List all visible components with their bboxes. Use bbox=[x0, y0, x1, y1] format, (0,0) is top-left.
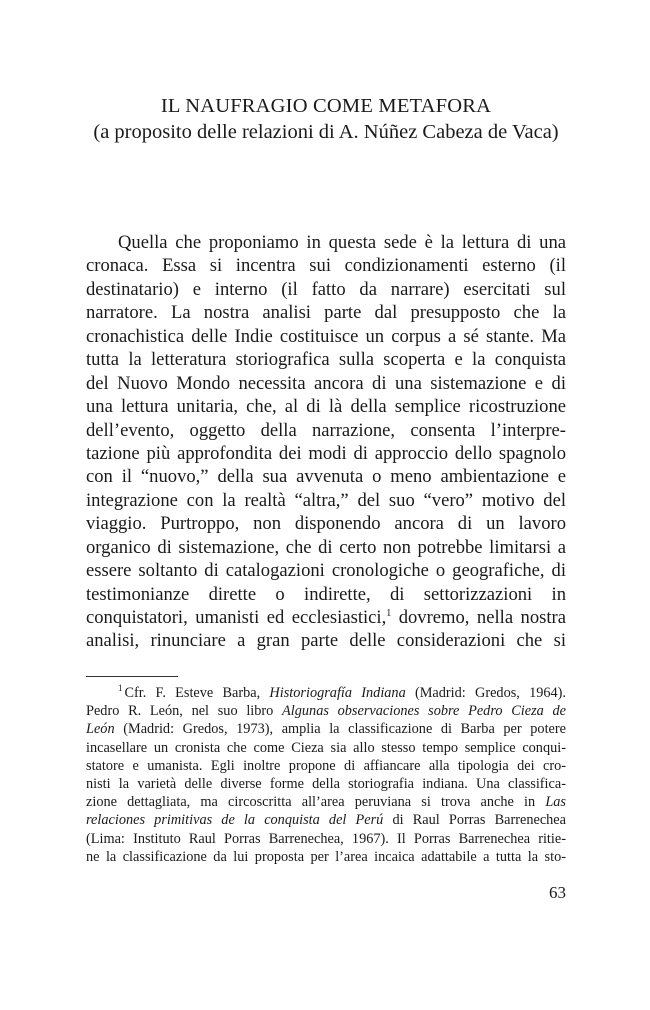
body-line: dell’evento, oggetto della narrazione, consenta l’interpre- bbox=[86, 419, 566, 441]
cited-title: Algunas observaciones sobre Pedro Cieza de bbox=[282, 703, 566, 720]
body-line: essere soltanto di catalogazioni cronologiche o geografiche, di bbox=[86, 560, 566, 582]
footnote-text: zione dettagliata, ma circoscritta all’area peruviana si trova anche in bbox=[86, 794, 546, 811]
page-number: 63 bbox=[549, 883, 566, 902]
cited-title: León bbox=[86, 721, 115, 738]
body-line: una lettura unitaria, che, al di là della semplice ricostruzione bbox=[86, 396, 566, 418]
body-line: organico di sistemazione, che di certo non potrebbe limitarsi a bbox=[86, 536, 566, 558]
footnote-number: 1 bbox=[118, 683, 123, 694]
footnote-text: (Madrid: Gredos, 1964). bbox=[405, 685, 567, 701]
footnote-text: Cfr. F. Esteve Barba, bbox=[124, 685, 270, 701]
body-line: narratore. La nostra analisi parte dal presupposto che la bbox=[86, 302, 566, 324]
chapter-subtitle: (a proposito delle relazioni di A. Núñez Cabeza de Vaca) bbox=[93, 121, 559, 143]
body-line-text: conquistatori, umanisti ed ecclesiastici, bbox=[86, 607, 387, 628]
body-line: viaggio. Purtroppo, non disponendo ancora di un lavoro bbox=[86, 513, 566, 535]
chapter-title-main: IL NAUFRAGIO COME METAFORA bbox=[160, 95, 492, 117]
footnote-reference[interactable]: 1 bbox=[386, 607, 392, 619]
body-line: del Nuovo Mondo necessita ancora di una sistemazione e di bbox=[86, 372, 566, 394]
body-line: tazione più approfondita dei modi di approccio dello spagnolo bbox=[86, 442, 566, 464]
body-line: cronaca. Essa si incentra sui condizionamenti esterno (il bbox=[86, 255, 566, 277]
body-line: con il “nuovo,” della sua avvenuta o meno ambientazione e bbox=[86, 466, 566, 488]
body-line: Quella che proponiamo in questa sede è la lettura di una bbox=[118, 232, 566, 253]
cited-title: relaciones primitivas de la conquista del Perú bbox=[86, 812, 384, 829]
book-page bbox=[86, 0, 566, 1010]
body-line: analisi, rinunciare a gran parte delle considerazioni che si bbox=[86, 630, 566, 652]
body-line-text: dovremo, nella nostra bbox=[391, 607, 566, 628]
footnote bbox=[86, 684, 566, 866]
body-line: destinatario) e interno (il fatto da narrare) esercitati sul bbox=[86, 278, 566, 300]
footnote-line bbox=[86, 702, 566, 720]
cited-title: Historiografía Indiana bbox=[269, 685, 406, 701]
footnote-line: ne la classificazione da lui proposta per l’area incaica adattabile a tutta la sto- bbox=[86, 848, 566, 865]
footnote-text: (Madrid: Gredos, 1973), amplia la classificazione di Barba per potere bbox=[114, 721, 566, 738]
footnote-line: (Lima: Instituto Raul Porras Barrenechea, 1967). Il Porras Barrenechea ritie- bbox=[86, 830, 566, 847]
cited-title: Las bbox=[545, 794, 566, 811]
footnote-text: Pedro R. León, nel suo libro bbox=[86, 703, 283, 720]
footnote-text: di Raul Porras Barrenechea bbox=[383, 812, 566, 829]
body-line: tutta la letteratura storiografica sulla scoperta e la conquista bbox=[86, 349, 566, 371]
body-line: integrazione con la realtà “altra,” del suo “vero” motivo del bbox=[86, 489, 566, 511]
footnote-line bbox=[86, 684, 566, 702]
footnote-line bbox=[86, 720, 566, 738]
body-line: cronachistica delle Indie costituisce un corpus a sé stante. Ma bbox=[86, 325, 566, 347]
footnote-line bbox=[86, 793, 566, 811]
footnote-line: statore e umanista. Egli inoltre propone di affiancare alla tipologia dei cro- bbox=[86, 757, 566, 774]
footnote-separator bbox=[86, 676, 178, 677]
footnote-line bbox=[86, 811, 566, 829]
chapter-title bbox=[86, 93, 566, 145]
body-line bbox=[86, 606, 566, 629]
footnote-line: nisti la varietà delle diverse forme della storiografia indiana. Una classifica- bbox=[86, 775, 566, 792]
body-line: testimonianze dirette o indirette, di settorizzazioni in bbox=[86, 583, 566, 605]
body-paragraph bbox=[86, 231, 566, 653]
footnote-line: incasellare un cronista che come Cieza sia allo stesso tempo semplice conqui- bbox=[86, 739, 566, 756]
